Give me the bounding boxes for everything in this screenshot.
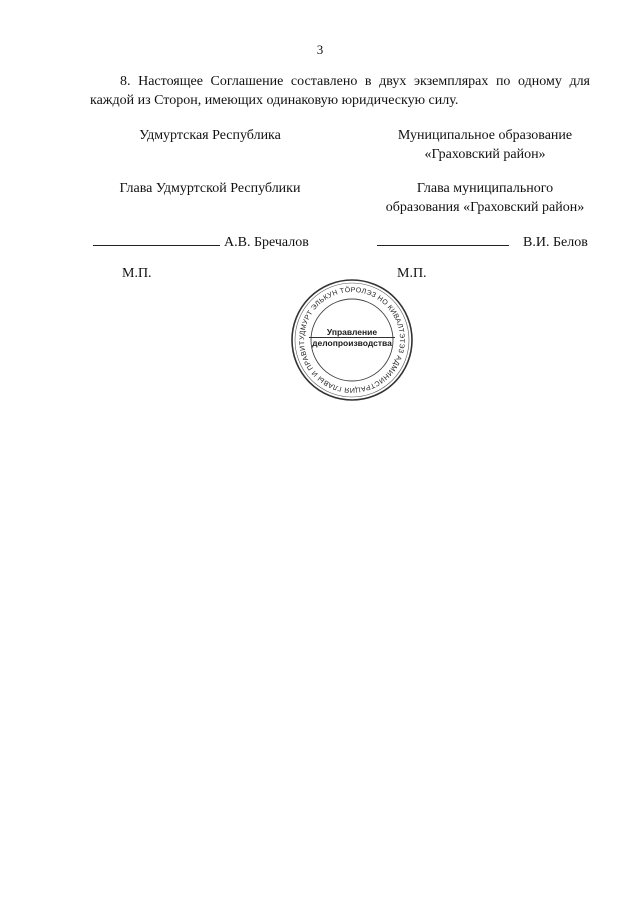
party-right-position-line1: Глава муниципального bbox=[416, 181, 554, 196]
party-right-name-line2: «Граховский район» bbox=[424, 147, 546, 162]
party-right-name-line1: Муниципальное образование bbox=[397, 128, 573, 143]
party-left-position: Глава Удмуртской Республики bbox=[119, 181, 301, 196]
official-seal bbox=[287, 275, 417, 405]
page-number: 3 bbox=[316, 42, 324, 57]
signature-line-left bbox=[93, 232, 220, 246]
party-right-position bbox=[360, 179, 610, 217]
stamp-place-left: М.П. bbox=[122, 266, 152, 281]
seal-center-text bbox=[309, 327, 395, 348]
signatory-right: В.И. Белов bbox=[523, 235, 588, 250]
party-right-position-line2: образования «Граховский район» bbox=[385, 200, 585, 215]
signatory-left: А.В. Бречалов bbox=[224, 235, 309, 250]
seal-center-line1: Управление bbox=[326, 327, 378, 337]
signature-left bbox=[93, 232, 309, 252]
party-right-name bbox=[360, 126, 610, 164]
party-left-name: Удмуртская Республика bbox=[139, 128, 281, 143]
clause-8-text: 8. Настоящее Соглашение составлено в двух экземплярах по одному для каждой из Сторон, имеющих одинаковую юридическую силу. bbox=[90, 74, 590, 108]
seal-ring-text: УДМУРТ ЭЛЬКУН ТӦРОЛЭЗ НО КИВАЛТЭТЭЗ АДМИНИСТРАЦИЯ ГЛАВЫ И ПРАВИТ bbox=[298, 286, 406, 394]
seal-center-line2: делопроизводства bbox=[309, 337, 395, 348]
signature-right bbox=[377, 232, 588, 252]
signature-line-right bbox=[377, 232, 509, 246]
stamp-place-right: М.П. bbox=[397, 266, 427, 281]
